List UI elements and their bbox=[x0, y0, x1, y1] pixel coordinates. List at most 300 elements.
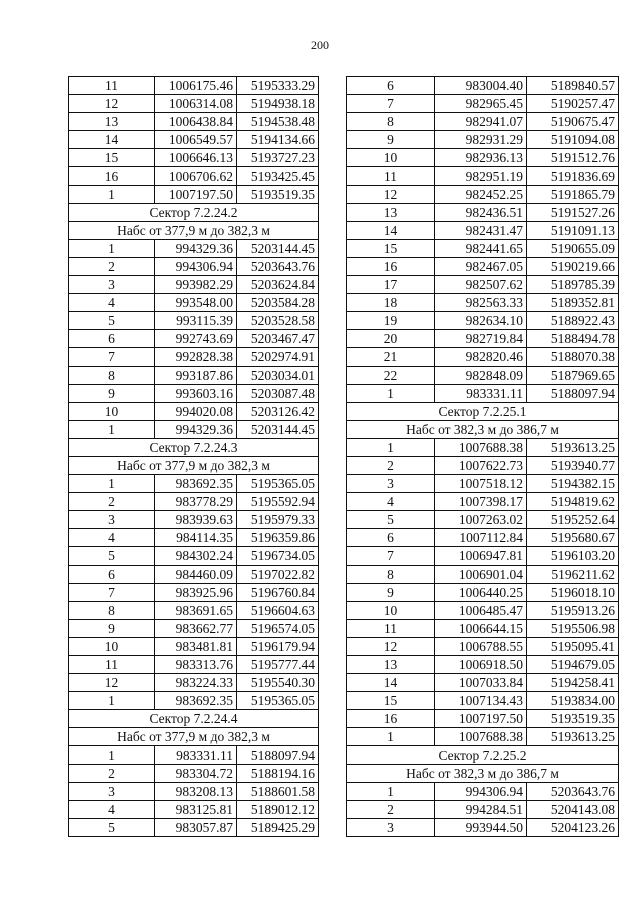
x-coordinate: 1006901.04 bbox=[435, 565, 527, 583]
point-number: 9 bbox=[347, 131, 435, 149]
sector-header-row bbox=[347, 402, 619, 420]
x-coordinate: 982931.29 bbox=[435, 131, 527, 149]
point-number: 8 bbox=[69, 366, 155, 384]
x-coordinate: 1006706.62 bbox=[155, 167, 237, 185]
x-coordinate: 1006788.55 bbox=[435, 637, 527, 655]
left-coordinates-table bbox=[68, 76, 319, 837]
x-coordinate: 994329.36 bbox=[155, 420, 237, 438]
table-row bbox=[347, 493, 619, 511]
point-number: 11 bbox=[347, 619, 435, 637]
x-coordinate: 982941.07 bbox=[435, 113, 527, 131]
point-number: 15 bbox=[347, 239, 435, 257]
table-row bbox=[347, 456, 619, 474]
x-coordinate: 983939.63 bbox=[155, 511, 237, 529]
point-number: 10 bbox=[69, 402, 155, 420]
point-number: 11 bbox=[69, 656, 155, 674]
y-coordinate: 5203584.28 bbox=[237, 294, 319, 312]
sector-header: Сектор 7.2.25.2 bbox=[347, 746, 619, 764]
sector-header-row bbox=[69, 728, 319, 746]
table-row bbox=[69, 601, 319, 619]
y-coordinate: 5196574.05 bbox=[237, 619, 319, 637]
table-row bbox=[69, 257, 319, 275]
point-number: 9 bbox=[347, 583, 435, 601]
table-row bbox=[347, 619, 619, 637]
page-number: 200 bbox=[311, 38, 329, 52]
y-coordinate: 5193519.35 bbox=[237, 185, 319, 203]
table-row bbox=[69, 131, 319, 149]
table-row bbox=[347, 113, 619, 131]
table-row bbox=[69, 149, 319, 167]
x-coordinate: 1007033.84 bbox=[435, 674, 527, 692]
y-coordinate: 5196734.05 bbox=[237, 547, 319, 565]
y-coordinate: 5193519.35 bbox=[527, 710, 619, 728]
y-coordinate: 5203034.01 bbox=[237, 366, 319, 384]
y-coordinate: 5188194.16 bbox=[237, 764, 319, 782]
y-coordinate: 5188601.58 bbox=[237, 782, 319, 800]
y-coordinate: 5195979.33 bbox=[237, 511, 319, 529]
table-row bbox=[347, 257, 619, 275]
x-coordinate: 983331.11 bbox=[435, 384, 527, 402]
y-coordinate: 5190257.47 bbox=[527, 95, 619, 113]
table-row bbox=[347, 728, 619, 746]
table-row bbox=[347, 511, 619, 529]
y-coordinate: 5191512.76 bbox=[527, 149, 619, 167]
y-coordinate: 5196103.20 bbox=[527, 547, 619, 565]
table-row bbox=[347, 800, 619, 818]
x-coordinate: 982936.13 bbox=[435, 149, 527, 167]
y-coordinate: 5193727.23 bbox=[237, 149, 319, 167]
sector-header-row bbox=[69, 438, 319, 456]
x-coordinate: 994306.94 bbox=[155, 257, 237, 275]
x-coordinate: 994306.94 bbox=[435, 782, 527, 800]
table-row bbox=[347, 601, 619, 619]
point-number: 6 bbox=[347, 77, 435, 95]
y-coordinate: 5203144.45 bbox=[237, 239, 319, 257]
sector-header: Набс от 377,9 м до 382,3 м bbox=[69, 221, 319, 239]
y-coordinate: 5195365.05 bbox=[237, 692, 319, 710]
point-number: 5 bbox=[69, 312, 155, 330]
sector-header: Набс от 377,9 м до 382,3 м bbox=[69, 728, 319, 746]
point-number: 1 bbox=[69, 420, 155, 438]
x-coordinate: 983208.13 bbox=[155, 782, 237, 800]
point-number: 8 bbox=[347, 113, 435, 131]
x-coordinate: 1007263.02 bbox=[435, 511, 527, 529]
sector-header: Набс от 382,3 м до 386,7 м bbox=[347, 764, 619, 782]
x-coordinate: 992828.38 bbox=[155, 348, 237, 366]
table-row bbox=[347, 656, 619, 674]
x-coordinate: 984302.24 bbox=[155, 547, 237, 565]
point-number: 4 bbox=[69, 529, 155, 547]
y-coordinate: 5194538.48 bbox=[237, 113, 319, 131]
x-coordinate: 1007197.50 bbox=[435, 710, 527, 728]
y-coordinate: 5196359.86 bbox=[237, 529, 319, 547]
point-number: 2 bbox=[69, 257, 155, 275]
sector-header: Сектор 7.2.25.1 bbox=[347, 402, 619, 420]
x-coordinate: 994020.08 bbox=[155, 402, 237, 420]
x-coordinate: 1007112.84 bbox=[435, 529, 527, 547]
table-row bbox=[69, 674, 319, 692]
x-coordinate: 983691.65 bbox=[155, 601, 237, 619]
table-row bbox=[69, 95, 319, 113]
table-row bbox=[347, 221, 619, 239]
point-number: 10 bbox=[347, 149, 435, 167]
x-coordinate: 984114.35 bbox=[155, 529, 237, 547]
table-row bbox=[69, 77, 319, 95]
x-coordinate: 982634.10 bbox=[435, 312, 527, 330]
point-number: 7 bbox=[69, 583, 155, 601]
x-coordinate: 994284.51 bbox=[435, 800, 527, 818]
point-number: 12 bbox=[69, 95, 155, 113]
y-coordinate: 5203624.84 bbox=[237, 276, 319, 294]
point-number: 1 bbox=[69, 692, 155, 710]
point-number: 7 bbox=[347, 95, 435, 113]
y-coordinate: 5203087.48 bbox=[237, 384, 319, 402]
x-coordinate: 1007622.73 bbox=[435, 456, 527, 474]
point-number: 1 bbox=[347, 782, 435, 800]
point-number: 10 bbox=[69, 637, 155, 655]
x-coordinate: 984460.09 bbox=[155, 565, 237, 583]
sector-header: Сектор 7.2.24.4 bbox=[69, 710, 319, 728]
point-number: 2 bbox=[69, 764, 155, 782]
table-row bbox=[69, 800, 319, 818]
y-coordinate: 5194679.05 bbox=[527, 656, 619, 674]
point-number: 16 bbox=[347, 257, 435, 275]
table-row bbox=[347, 77, 619, 95]
table-row bbox=[347, 330, 619, 348]
y-coordinate: 5195333.29 bbox=[237, 77, 319, 95]
sector-header-row bbox=[347, 420, 619, 438]
table-row bbox=[69, 348, 319, 366]
point-number: 14 bbox=[69, 131, 155, 149]
sector-header: Набс от 377,9 м до 382,3 м bbox=[69, 456, 319, 474]
x-coordinate: 993115.39 bbox=[155, 312, 237, 330]
y-coordinate: 5191091.13 bbox=[527, 221, 619, 239]
sector-header-row bbox=[347, 764, 619, 782]
x-coordinate: 982719.84 bbox=[435, 330, 527, 348]
table-row bbox=[347, 366, 619, 384]
y-coordinate: 5188097.94 bbox=[237, 746, 319, 764]
x-coordinate: 983125.81 bbox=[155, 800, 237, 818]
y-coordinate: 5188494.78 bbox=[527, 330, 619, 348]
table-row bbox=[69, 312, 319, 330]
table-row bbox=[347, 294, 619, 312]
table-row bbox=[69, 294, 319, 312]
point-number: 1 bbox=[69, 185, 155, 203]
point-number: 11 bbox=[69, 77, 155, 95]
x-coordinate: 982848.09 bbox=[435, 366, 527, 384]
x-coordinate: 1006175.46 bbox=[155, 77, 237, 95]
x-coordinate: 982431.47 bbox=[435, 221, 527, 239]
table-row bbox=[69, 366, 319, 384]
y-coordinate: 5193834.00 bbox=[527, 692, 619, 710]
y-coordinate: 5188070.38 bbox=[527, 348, 619, 366]
point-number: 4 bbox=[69, 294, 155, 312]
x-coordinate: 983313.76 bbox=[155, 656, 237, 674]
point-number: 5 bbox=[69, 547, 155, 565]
y-coordinate: 5188097.94 bbox=[527, 384, 619, 402]
table-row bbox=[69, 692, 319, 710]
y-coordinate: 5204123.26 bbox=[527, 818, 619, 836]
point-number: 13 bbox=[347, 203, 435, 221]
table-row bbox=[347, 583, 619, 601]
point-number: 6 bbox=[69, 565, 155, 583]
x-coordinate: 982441.65 bbox=[435, 239, 527, 257]
x-coordinate: 982965.45 bbox=[435, 95, 527, 113]
table-row bbox=[69, 529, 319, 547]
x-coordinate: 993944.50 bbox=[435, 818, 527, 836]
point-number: 5 bbox=[347, 511, 435, 529]
point-number: 12 bbox=[69, 674, 155, 692]
point-number: 2 bbox=[69, 493, 155, 511]
x-coordinate: 983224.33 bbox=[155, 674, 237, 692]
x-coordinate: 982452.25 bbox=[435, 185, 527, 203]
table-row bbox=[69, 185, 319, 203]
sector-header-row bbox=[69, 456, 319, 474]
point-number: 4 bbox=[69, 800, 155, 818]
table-row bbox=[347, 384, 619, 402]
sector-header: Сектор 7.2.24.3 bbox=[69, 438, 319, 456]
x-coordinate: 1007197.50 bbox=[155, 185, 237, 203]
point-number: 9 bbox=[69, 619, 155, 637]
table-row bbox=[347, 529, 619, 547]
y-coordinate: 5194382.15 bbox=[527, 475, 619, 493]
x-coordinate: 1007518.12 bbox=[435, 475, 527, 493]
y-coordinate: 5204143.08 bbox=[527, 800, 619, 818]
y-coordinate: 5195680.67 bbox=[527, 529, 619, 547]
x-coordinate: 982951.19 bbox=[435, 167, 527, 185]
y-coordinate: 5193613.25 bbox=[527, 728, 619, 746]
point-number: 12 bbox=[347, 637, 435, 655]
y-coordinate: 5191094.08 bbox=[527, 131, 619, 149]
y-coordinate: 5189352.81 bbox=[527, 294, 619, 312]
y-coordinate: 5190675.47 bbox=[527, 113, 619, 131]
table-row bbox=[69, 239, 319, 257]
y-coordinate: 5189425.29 bbox=[237, 818, 319, 836]
table-row bbox=[69, 565, 319, 583]
point-number: 16 bbox=[347, 710, 435, 728]
x-coordinate: 993187.86 bbox=[155, 366, 237, 384]
x-coordinate: 982507.62 bbox=[435, 276, 527, 294]
x-coordinate: 983692.35 bbox=[155, 475, 237, 493]
x-coordinate: 982820.46 bbox=[435, 348, 527, 366]
point-number: 1 bbox=[69, 475, 155, 493]
x-coordinate: 983778.29 bbox=[155, 493, 237, 511]
x-coordinate: 993603.16 bbox=[155, 384, 237, 402]
table-row bbox=[69, 276, 319, 294]
point-number: 6 bbox=[347, 529, 435, 547]
point-number: 14 bbox=[347, 221, 435, 239]
point-number: 16 bbox=[69, 167, 155, 185]
y-coordinate: 5190655.09 bbox=[527, 239, 619, 257]
x-coordinate: 982436.51 bbox=[435, 203, 527, 221]
x-coordinate: 1006644.15 bbox=[435, 619, 527, 637]
y-coordinate: 5196179.94 bbox=[237, 637, 319, 655]
point-number: 13 bbox=[69, 113, 155, 131]
x-coordinate: 1007688.38 bbox=[435, 438, 527, 456]
right-coordinates-column bbox=[346, 76, 618, 837]
y-coordinate: 5191865.79 bbox=[527, 185, 619, 203]
point-number: 20 bbox=[347, 330, 435, 348]
table-row bbox=[347, 312, 619, 330]
y-coordinate: 5191527.26 bbox=[527, 203, 619, 221]
y-coordinate: 5195506.98 bbox=[527, 619, 619, 637]
x-coordinate: 983692.35 bbox=[155, 692, 237, 710]
x-coordinate: 1007688.38 bbox=[435, 728, 527, 746]
table-row bbox=[69, 420, 319, 438]
point-number: 1 bbox=[69, 239, 155, 257]
point-number: 21 bbox=[347, 348, 435, 366]
table-row bbox=[347, 438, 619, 456]
x-coordinate: 1006918.50 bbox=[435, 656, 527, 674]
point-number: 3 bbox=[69, 276, 155, 294]
point-number: 11 bbox=[347, 167, 435, 185]
table-row bbox=[347, 348, 619, 366]
x-coordinate: 1006646.13 bbox=[155, 149, 237, 167]
x-coordinate: 1006438.84 bbox=[155, 113, 237, 131]
y-coordinate: 5194258.41 bbox=[527, 674, 619, 692]
table-row bbox=[347, 565, 619, 583]
y-coordinate: 5193940.77 bbox=[527, 456, 619, 474]
table-row bbox=[69, 475, 319, 493]
y-coordinate: 5193613.25 bbox=[527, 438, 619, 456]
y-coordinate: 5195252.64 bbox=[527, 511, 619, 529]
y-coordinate: 5195913.26 bbox=[527, 601, 619, 619]
table-row bbox=[69, 656, 319, 674]
point-number: 8 bbox=[347, 565, 435, 583]
x-coordinate: 983331.11 bbox=[155, 746, 237, 764]
table-row bbox=[69, 619, 319, 637]
point-number: 14 bbox=[347, 674, 435, 692]
table-row bbox=[347, 710, 619, 728]
point-number: 1 bbox=[347, 728, 435, 746]
y-coordinate: 5196018.10 bbox=[527, 583, 619, 601]
x-coordinate: 1007134.43 bbox=[435, 692, 527, 710]
sector-header-row bbox=[69, 221, 319, 239]
y-coordinate: 5203643.76 bbox=[237, 257, 319, 275]
point-number: 19 bbox=[347, 312, 435, 330]
y-coordinate: 5194134.66 bbox=[237, 131, 319, 149]
y-coordinate: 5196211.62 bbox=[527, 565, 619, 583]
table-row bbox=[347, 637, 619, 655]
x-coordinate: 983925.96 bbox=[155, 583, 237, 601]
point-number: 22 bbox=[347, 366, 435, 384]
y-coordinate: 5194819.62 bbox=[527, 493, 619, 511]
table-row bbox=[69, 764, 319, 782]
y-coordinate: 5203144.45 bbox=[237, 420, 319, 438]
y-coordinate: 5193425.45 bbox=[237, 167, 319, 185]
table-row bbox=[69, 746, 319, 764]
x-coordinate: 1006947.81 bbox=[435, 547, 527, 565]
table-row bbox=[69, 113, 319, 131]
point-number: 12 bbox=[347, 185, 435, 203]
point-number: 10 bbox=[347, 601, 435, 619]
sector-header-row bbox=[69, 710, 319, 728]
table-row bbox=[347, 782, 619, 800]
y-coordinate: 5189785.39 bbox=[527, 276, 619, 294]
y-coordinate: 5195365.05 bbox=[237, 475, 319, 493]
y-coordinate: 5189012.12 bbox=[237, 800, 319, 818]
table-row bbox=[347, 131, 619, 149]
table-row bbox=[69, 782, 319, 800]
table-row bbox=[69, 402, 319, 420]
table-row bbox=[347, 674, 619, 692]
table-row bbox=[347, 818, 619, 836]
table-row bbox=[69, 637, 319, 655]
point-number: 13 bbox=[347, 656, 435, 674]
x-coordinate: 1006549.57 bbox=[155, 131, 237, 149]
x-coordinate: 1006485.47 bbox=[435, 601, 527, 619]
point-number: 2 bbox=[347, 456, 435, 474]
y-coordinate: 5197022.82 bbox=[237, 565, 319, 583]
right-coordinates-table bbox=[346, 76, 619, 837]
y-coordinate: 5196760.84 bbox=[237, 583, 319, 601]
point-number: 15 bbox=[347, 692, 435, 710]
y-coordinate: 5189840.57 bbox=[527, 77, 619, 95]
table-row bbox=[347, 239, 619, 257]
y-coordinate: 5195777.44 bbox=[237, 656, 319, 674]
table-row bbox=[69, 547, 319, 565]
table-row bbox=[69, 818, 319, 836]
point-number: 3 bbox=[347, 475, 435, 493]
point-number: 15 bbox=[69, 149, 155, 167]
point-number: 7 bbox=[347, 547, 435, 565]
y-coordinate: 5203528.58 bbox=[237, 312, 319, 330]
table-row bbox=[347, 167, 619, 185]
table-row bbox=[347, 547, 619, 565]
x-coordinate: 982563.33 bbox=[435, 294, 527, 312]
y-coordinate: 5202974.91 bbox=[237, 348, 319, 366]
x-coordinate: 983481.81 bbox=[155, 637, 237, 655]
y-coordinate: 5195095.41 bbox=[527, 637, 619, 655]
point-number: 9 bbox=[69, 384, 155, 402]
point-number: 2 bbox=[347, 800, 435, 818]
table-row bbox=[69, 384, 319, 402]
y-coordinate: 5203126.42 bbox=[237, 402, 319, 420]
point-number: 4 bbox=[347, 493, 435, 511]
point-number: 3 bbox=[69, 782, 155, 800]
point-number: 18 bbox=[347, 294, 435, 312]
table-row bbox=[347, 95, 619, 113]
x-coordinate: 993548.00 bbox=[155, 294, 237, 312]
sector-header: Набс от 382,3 м до 386,7 м bbox=[347, 420, 619, 438]
x-coordinate: 992743.69 bbox=[155, 330, 237, 348]
y-coordinate: 5188922.43 bbox=[527, 312, 619, 330]
table-row bbox=[347, 185, 619, 203]
table-row bbox=[347, 276, 619, 294]
y-coordinate: 5191836.69 bbox=[527, 167, 619, 185]
y-coordinate: 5203643.76 bbox=[527, 782, 619, 800]
point-number: 1 bbox=[347, 438, 435, 456]
y-coordinate: 5194938.18 bbox=[237, 95, 319, 113]
table-row bbox=[347, 149, 619, 167]
table-row bbox=[347, 475, 619, 493]
x-coordinate: 1007398.17 bbox=[435, 493, 527, 511]
x-coordinate: 983057.87 bbox=[155, 818, 237, 836]
point-number: 5 bbox=[69, 818, 155, 836]
point-number: 8 bbox=[69, 601, 155, 619]
point-number: 1 bbox=[347, 384, 435, 402]
y-coordinate: 5196604.63 bbox=[237, 601, 319, 619]
point-number: 3 bbox=[69, 511, 155, 529]
y-coordinate: 5203467.47 bbox=[237, 330, 319, 348]
x-coordinate: 982467.05 bbox=[435, 257, 527, 275]
left-coordinates-column bbox=[68, 76, 318, 837]
x-coordinate: 1006440.25 bbox=[435, 583, 527, 601]
table-row bbox=[69, 330, 319, 348]
point-number: 17 bbox=[347, 276, 435, 294]
x-coordinate: 983662.77 bbox=[155, 619, 237, 637]
sector-header-row bbox=[69, 203, 319, 221]
